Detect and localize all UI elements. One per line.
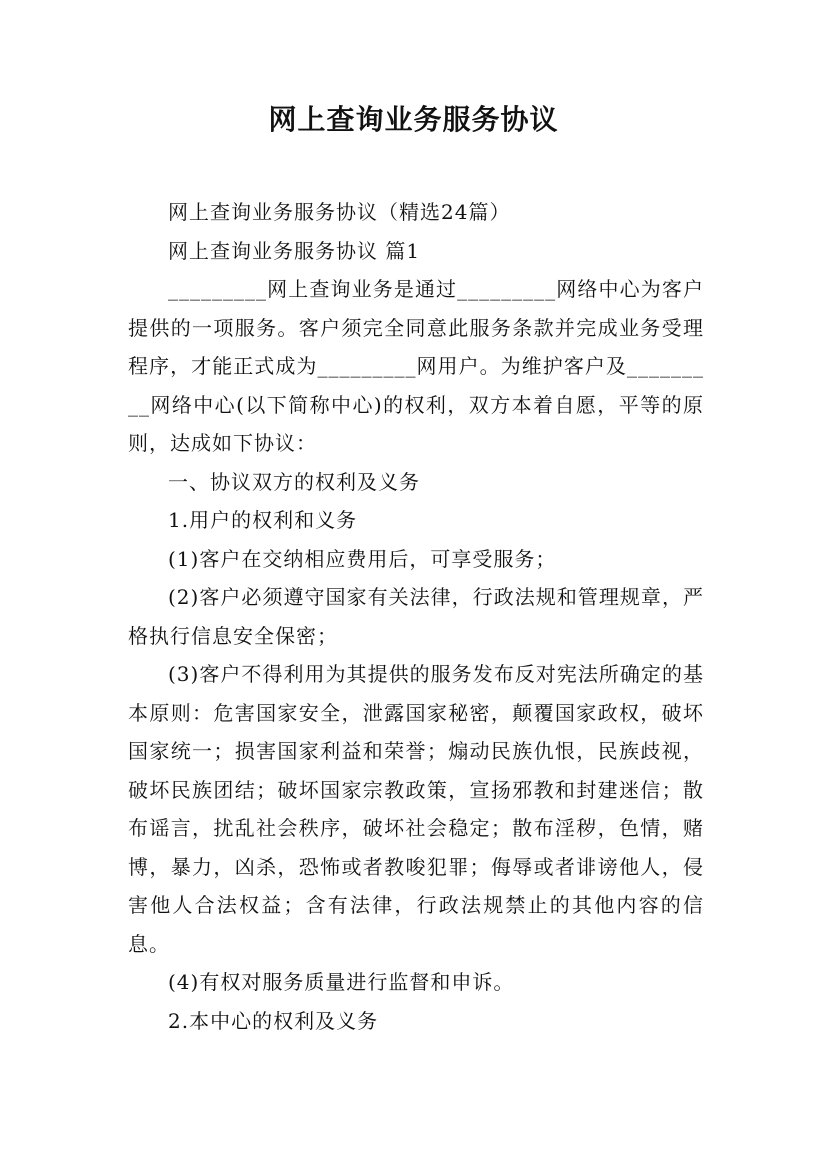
clause-item-1: (1)客户在交纳相应费用后，可享受服务； [168,546,557,571]
subtitle-paragraph: 网上查询业务服务协议（精选24篇） [168,200,511,224]
clause-item-2: (2)客户必须遵守国家有关法律，行政法规和管理规章，严格执行信息安全保密； [128,585,704,648]
user-rights-heading: 1.用户的权利和义务 [168,508,358,532]
center-rights-heading: 2.本中心的权利及义务 [168,1008,379,1033]
document-title: 网上查询业务服务协议 [268,103,559,136]
clause-heading: 一、协议双方的权利及义务 [168,469,420,494]
clause-item-4: (4)有权对服务质量进行监督和申诉。 [168,970,515,994]
intro-paragraph: _________网上查询业务是通过_________网络中心为客户提供的一项服务。客户须完全同意此服务条款并完成业务受理程序，才能正式成为_________网用户。为维护客户及_________网络中心(以下简称中心)的权利，双方本着自愿，平等的原则，达成如下协议： [128,277,704,455]
section-heading: 网上查询业务服务协议 篇1 [168,238,421,263]
document-body [128,193,704,1040]
clause-item-3: (3)客户不得利用为其提供的服务发布反对宪法所确定的基本原则：危害国家安全，泄露国家秘密，颠覆国家政权，破坏国家统一；损害国家利益和荣誉；煽动民族仇恨，民族歧视，破坏民族团结；破坏国家宗教政策，宣扬邪教和封建迷信；散布谣言，扰乱社会秩序，破坏社会稳定；散布淫秽，色情，赌博，暴力，凶杀，恐怖或者教唆犯罪；侮辱或者诽谤他人，侵害他人合法权益；含有法律，行政法规禁止的其他内容的信息。 [128,662,704,956]
